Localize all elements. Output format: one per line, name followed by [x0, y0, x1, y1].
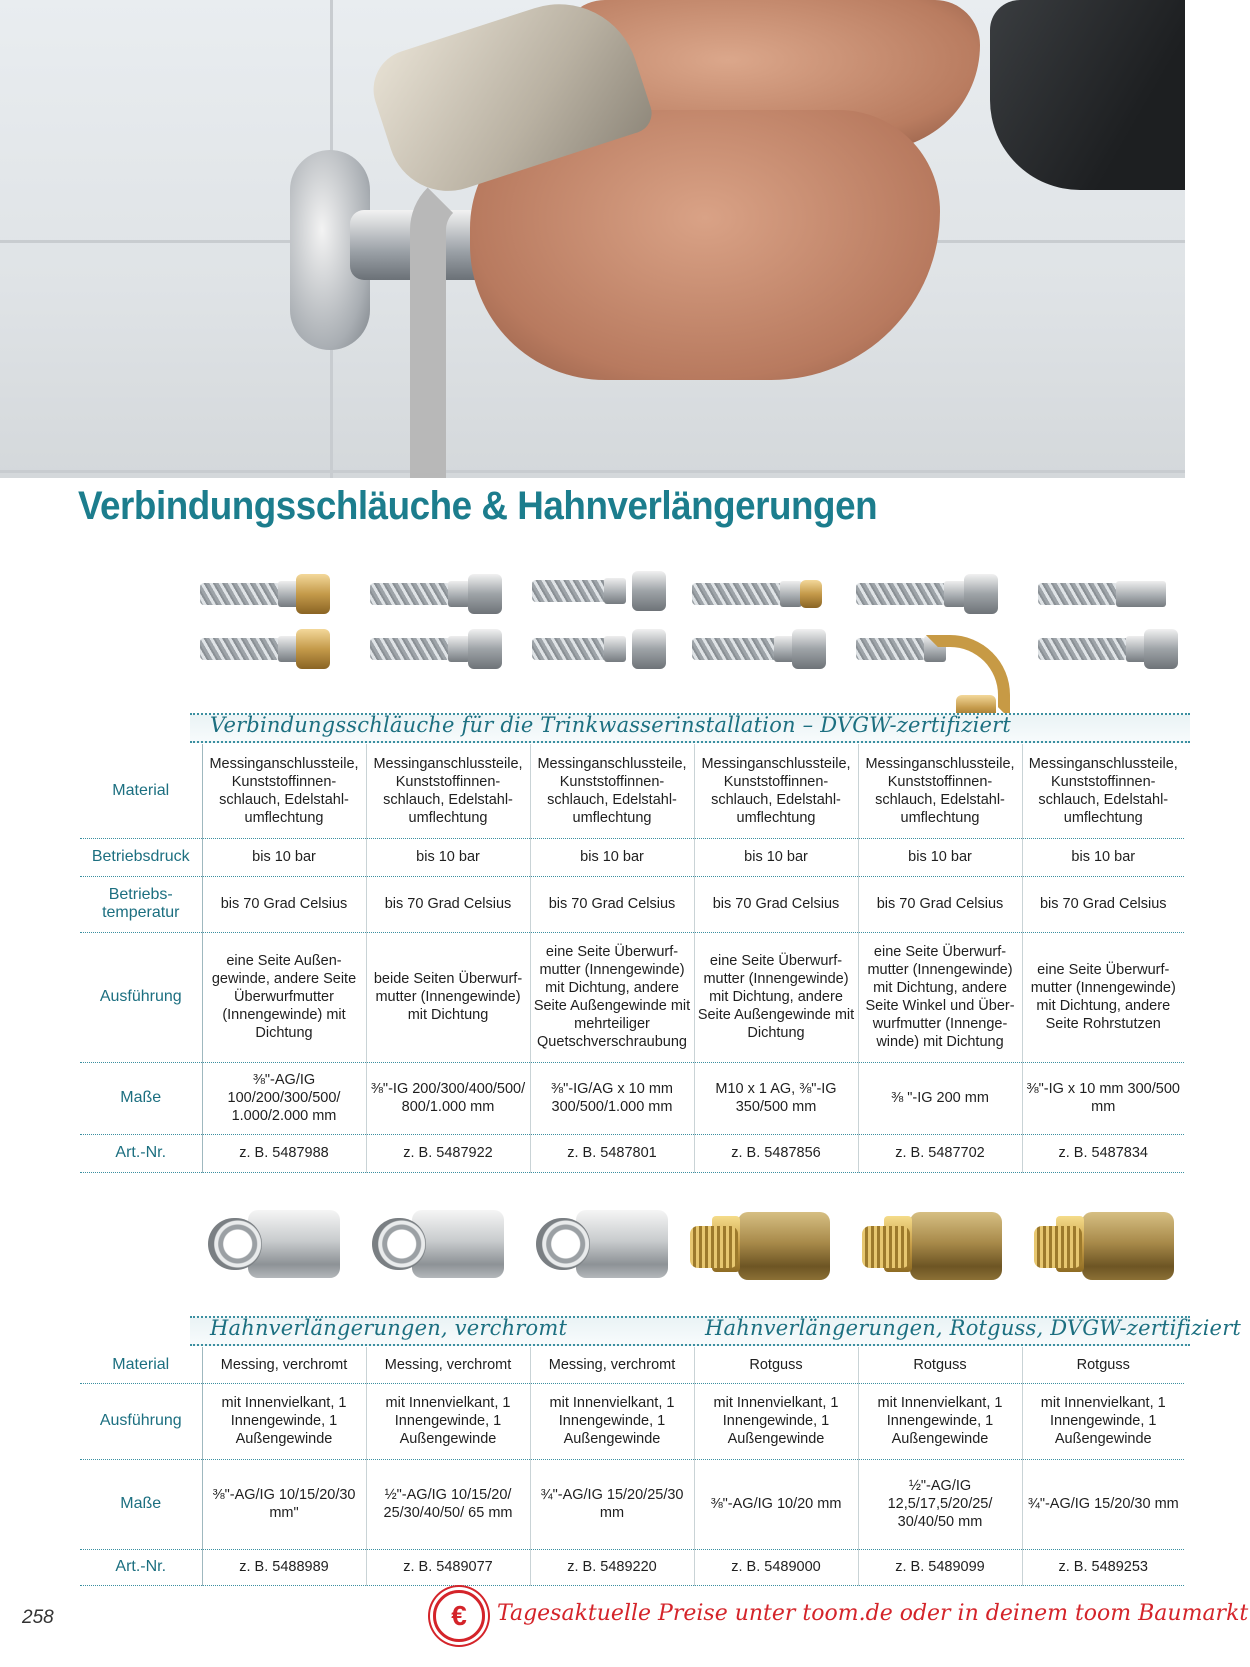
table-cell: z. B. 5487702	[858, 1134, 1022, 1172]
table-cell: bis 10 bar	[366, 838, 530, 876]
row-label: Betriebs-temperatur	[80, 876, 202, 932]
table-cell: eine Seite Außen-gewinde, andere Seite Überwurfmutter (Innengewinde) mit Dichtung	[202, 932, 366, 1062]
table-cell: Messinganschlussteile, Kunststoffinnen-schlauch, Edelstahl-umflechtung	[694, 744, 858, 838]
table-cell: z. B. 5487922	[366, 1134, 530, 1172]
table-cell: mit Innenvielkant, 1 Innengewinde, 1 Außengewinde	[530, 1383, 694, 1459]
table-cell: z. B. 5487834	[1022, 1134, 1184, 1172]
table-cell: Messing, verchromt	[366, 1347, 530, 1383]
table-cell: Messinganschlussteile, Kunststoffinnen-schlauch, Edelstahl-umflechtung	[530, 744, 694, 838]
table-cell: bis 10 bar	[1022, 838, 1184, 876]
table-cell: Rotguss	[858, 1347, 1022, 1383]
tap-extension-table	[80, 1347, 1184, 1586]
table-cell: bis 70 Grad Celsius	[858, 876, 1022, 932]
fitting-image	[208, 1200, 340, 1282]
table-cell: mit Innenvielkant, 1 Innengewinde, 1 Außengewinde	[366, 1383, 530, 1459]
table-cell: bis 70 Grad Celsius	[530, 876, 694, 932]
table-row	[80, 1549, 1184, 1585]
fitting-image	[690, 1202, 830, 1284]
table-cell: z. B. 5489099	[858, 1549, 1022, 1585]
table-cell: bis 70 Grad Celsius	[366, 876, 530, 932]
table-cell: ⅜"-AG/IG 100/200/300/500/ 1.000/2.000 mm	[202, 1062, 366, 1134]
row-label: Ausführung	[80, 932, 202, 1062]
table-row	[80, 1347, 1184, 1383]
hose-image	[370, 635, 495, 663]
table-cell: ½"-AG/IG 12,5/17,5/20/25/ 30/40/50 mm	[858, 1459, 1022, 1549]
table-cell: z. B. 5488989	[202, 1549, 366, 1585]
table-cell: Rotguss	[694, 1347, 858, 1383]
section-banner-title: Hahnverlängerungen, Rotguss, DVGW-zertifiziert	[705, 1316, 1242, 1340]
table-row	[80, 1383, 1184, 1459]
table-row	[80, 1134, 1184, 1172]
table-cell: ⅜"-AG/IG 10/15/20/30 mm"	[202, 1459, 366, 1549]
hero-photo	[0, 0, 1185, 478]
table-cell: Rotguss	[1022, 1347, 1184, 1383]
table-cell: mit Innenvielkant, 1 Innengewinde, 1 Außengewinde	[1022, 1383, 1184, 1459]
table-row	[80, 932, 1184, 1062]
table-row	[80, 838, 1184, 876]
table-cell: z. B. 5487801	[530, 1134, 694, 1172]
fitting-image	[1034, 1202, 1174, 1284]
table-row	[80, 744, 1184, 838]
table-cell: z. B. 5489077	[366, 1549, 530, 1585]
section-banner-title: Verbindungsschläuche für die Trinkwasserinstallation – DVGW-zertifiziert	[210, 713, 1012, 737]
page-title: Verbindungsschläuche & Hahnverlängerungen	[78, 484, 878, 528]
wristwatch	[990, 0, 1185, 190]
hose-image	[692, 580, 822, 608]
table-cell: ⅜"-IG x 10 mm 300/500 mm	[1022, 1062, 1184, 1134]
table-cell: z. B. 5489253	[1022, 1549, 1184, 1585]
footer-note: Tagesaktuelle Preise unter toom.de oder in deinem toom Baumarkt	[497, 1601, 1249, 1626]
table-cell: ¾"-AG/IG 15/20/25/30 mm	[530, 1459, 694, 1549]
row-label: Material	[80, 1347, 202, 1383]
table-cell: beide Seiten Überwurf-mutter (Innengewinde) mit Dichtung	[366, 932, 530, 1062]
euro-icon: €	[433, 1590, 485, 1642]
row-label: Betriebsdruck	[80, 838, 202, 876]
hose-image	[692, 635, 822, 663]
table-row	[80, 1062, 1184, 1134]
table-cell: bis 10 bar	[530, 838, 694, 876]
table-cell: z. B. 5487988	[202, 1134, 366, 1172]
table-cell: eine Seite Überwurf-mutter (Innengewinde) mit Dichtung, andere Seite Rohrstutzen	[1022, 932, 1184, 1062]
table-cell: mit Innenvielkant, 1 Innengewinde, 1 Außengewinde	[858, 1383, 1022, 1459]
hose-image	[1038, 635, 1178, 663]
table-cell: mit Innenvielkant, 1 Innengewinde, 1 Außengewinde	[694, 1383, 858, 1459]
table-cell: eine Seite Überwurf-mutter (Innengewinde) mit Dichtung, andere Seite Winkel und Über-wurfmutter (Innenge-winde) mit Dichtung	[858, 932, 1022, 1062]
hose-image	[200, 580, 320, 608]
hose-image	[532, 635, 667, 663]
table-cell: mit Innenvielkant, 1 Innengewinde, 1 Außengewinde	[202, 1383, 366, 1459]
table-cell: bis 10 bar	[858, 838, 1022, 876]
table-cell: ⅜"-IG/AG x 10 mm 300/500/1.000 mm	[530, 1062, 694, 1134]
page-margin	[1185, 0, 1250, 1667]
fitting-image	[536, 1200, 668, 1282]
table-cell: ½"-AG/IG 10/15/20/ 25/30/40/50/ 65 mm	[366, 1459, 530, 1549]
row-label: Art.-Nr.	[80, 1549, 202, 1585]
table-cell: Messinganschlussteile, Kunststoffinnen-schlauch, Edelstahl-umflechtung	[858, 744, 1022, 838]
table-cell: Messing, verchromt	[530, 1347, 694, 1383]
row-label: Material	[80, 744, 202, 838]
table-cell: bis 70 Grad Celsius	[202, 876, 366, 932]
table-cell: bis 70 Grad Celsius	[694, 876, 858, 932]
hose-image	[856, 580, 996, 608]
section-banner-title: Hahnverlängerungen, verchromt	[210, 1316, 568, 1340]
table-cell: M10 x 1 AG, ⅜"-IG 350/500 mm	[694, 1062, 858, 1134]
table-cell: Messinganschlussteile, Kunststoffinnen-schlauch, Edelstahl-umflechtung	[1022, 744, 1184, 838]
row-label: Ausführung	[80, 1383, 202, 1459]
fitting-image	[862, 1202, 1002, 1284]
hose-product-images	[180, 575, 1190, 695]
table-cell: ⅜ "-IG 200 mm	[858, 1062, 1022, 1134]
table-cell: eine Seite Überwurf-mutter (Innengewinde) mit Dichtung, andere Seite Außengewinde mit Dichtung	[694, 932, 858, 1062]
table-cell: Messinganschlussteile, Kunststoffinnen-schlauch, Edelstahl-umflechtung	[366, 744, 530, 838]
hose-image	[1038, 580, 1168, 608]
table-cell: ⅜"-IG 200/300/400/500/ 800/1.000 mm	[366, 1062, 530, 1134]
row-label: Maße	[80, 1459, 202, 1549]
table-cell: Messing, verchromt	[202, 1347, 366, 1383]
hose-image	[856, 635, 1006, 725]
fitting-image	[372, 1200, 504, 1282]
table-cell: bis 70 Grad Celsius	[1022, 876, 1184, 932]
page-number: 258	[22, 1607, 54, 1628]
table-cell: ⅜"-AG/IG 10/20 mm	[694, 1459, 858, 1549]
table-cell: Messinganschlussteile, Kunststoffinnen-schlauch, Edelstahl-umflechtung	[202, 744, 366, 838]
table-cell: bis 10 bar	[694, 838, 858, 876]
table-cell: z. B. 5489000	[694, 1549, 858, 1585]
hose-image	[532, 577, 667, 605]
table-cell: eine Seite Überwurf-mutter (Innengewinde) mit Dichtung, andere Seite Außengewinde mit mehrteiliger Quetschverschraubung	[530, 932, 694, 1062]
table-cell: ¾"-AG/IG 15/20/30 mm	[1022, 1459, 1184, 1549]
table-cell: z. B. 5487856	[694, 1134, 858, 1172]
table-row	[80, 1459, 1184, 1549]
hose-image	[200, 635, 320, 663]
table-row	[80, 876, 1184, 932]
row-label: Art.-Nr.	[80, 1134, 202, 1172]
row-label: Maße	[80, 1062, 202, 1134]
hose-image	[370, 580, 495, 608]
table-cell: bis 10 bar	[202, 838, 366, 876]
hose-spec-table	[80, 744, 1184, 1173]
table-cell: z. B. 5489220	[530, 1549, 694, 1585]
